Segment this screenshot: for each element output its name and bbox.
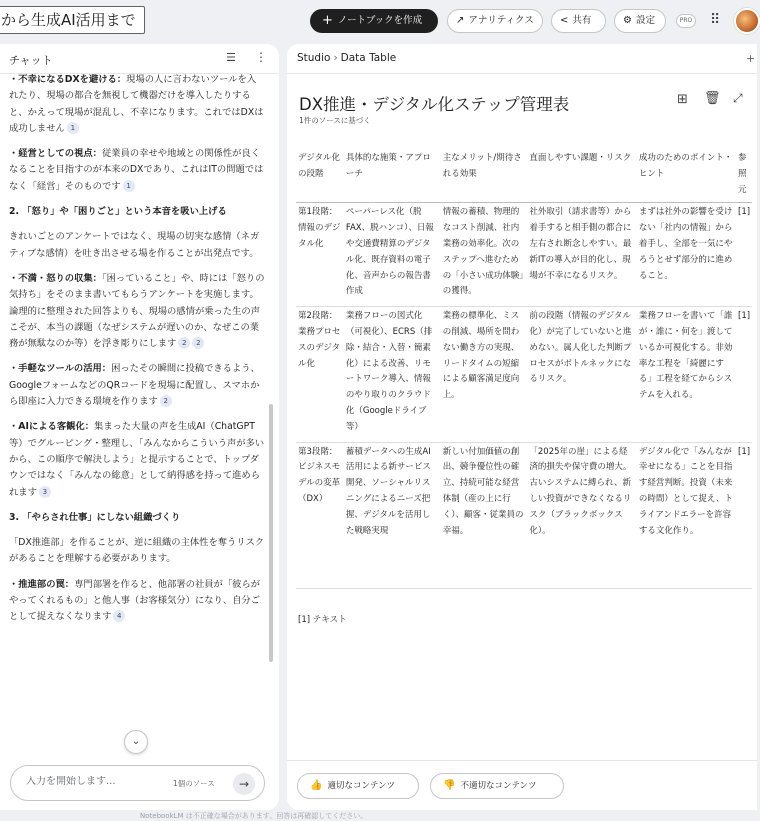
chat-input-box xyxy=(10,765,265,801)
table-cell: 第2段階：業務プロセスのデジタル化 xyxy=(296,307,344,442)
chat-bold-lead: ・手軽なツールの活用： xyxy=(9,363,112,375)
more-vert-icon[interactable]: ⋮ xyxy=(255,50,267,64)
chat-paragraph xyxy=(9,577,265,626)
chat-heading-text: 2. 「怒り」や「困りごと」という本音を吸い上げる xyxy=(9,206,227,218)
column-header: 参照元 xyxy=(736,149,752,203)
table-header-row xyxy=(296,149,752,203)
chat-text: 「困っていること」や、時には「怒りの気持ち」をそのまま書いてもらうアンケートを実施します。論理的に整理された回答よりも、現場の感情が乗った生の声こそが、本当の課題（なぜシステムが遅いのか、なぜこの業務が無駄なのか等）を浮き彫りにします xyxy=(9,272,265,350)
collapse-panel-icon[interactable]: + xyxy=(746,52,756,65)
feedback-bar xyxy=(287,760,757,810)
chat-paragraph xyxy=(9,146,265,195)
table-cell: デジタル化で「みんなが幸せになる」ことを目指す経営判断。投資（未来の時間）として捉え、トライアンドエラーを許容する文化作り。 xyxy=(637,442,736,588)
chat-messages[interactable] xyxy=(9,74,265,790)
send-button[interactable] xyxy=(233,773,255,795)
column-header: デジタル化の段階 xyxy=(296,149,344,203)
breadcrumb-studio[interactable]: Studio xyxy=(297,52,331,64)
notebook-title[interactable]: から生成AI活用まで xyxy=(0,6,145,34)
create-notebook-button[interactable] xyxy=(310,9,438,33)
table-cell: 「2025年の崖」による経済的損失や保守費の増大。古いシステムに縛られ、新しい投資ができなくなるリスク（ブラックボックス化）。 xyxy=(527,442,636,588)
chat-paragraph xyxy=(9,361,265,410)
table-cell: 第1段階：情報のデジタル化 xyxy=(296,203,344,307)
share-label: 共有 xyxy=(572,15,592,26)
table-row xyxy=(296,203,752,307)
table-row xyxy=(296,442,752,588)
settings-button[interactable] xyxy=(614,9,666,33)
chat-text: 「DX推進部」を作ることが、逆に組織の主体性を奪うリスクがあることを理解する必要があります。 xyxy=(9,537,265,565)
table-cell-citation[interactable]: [1] xyxy=(736,307,752,442)
chevron-down-icon: ⌄ xyxy=(131,736,141,747)
chat-paragraph xyxy=(9,229,265,262)
chat-panel xyxy=(0,44,279,810)
chat-text: 集まった大量の声を生成AI（ChatGPT等）でグルーピング・整理し、「みんなからこういう声が多いから、この順序で解決しよう」と提示することで、トップダウンではなく「みんなの総意」として納得感を持って進められます xyxy=(9,421,265,498)
chat-text: 現場の人に言わないツールを入れたり、現場の都合を無視して機器だけを導入したりすると、かえって現場が混乱し、不幸になります。これではDXは成功しません xyxy=(9,74,264,134)
pro-badge: PRO xyxy=(676,14,696,28)
data-table xyxy=(296,149,752,589)
chat-panel-title: チャット xyxy=(9,54,53,67)
trash-icon[interactable]: 🗑 xyxy=(704,91,721,106)
chevron-right-icon: › xyxy=(333,52,338,64)
create-notebook-label: ノートブックを作成 xyxy=(337,15,423,26)
chat-paragraph xyxy=(9,419,265,500)
chat-section-heading xyxy=(9,510,265,526)
column-header: 主なメリット/期待される効果 xyxy=(441,149,528,203)
chat-bold-lead: ・不満・怒りの収集： xyxy=(9,272,102,284)
table-cell-citation[interactable]: [1] xyxy=(736,442,752,588)
share-icon: < xyxy=(560,15,569,26)
citation-chip[interactable]: 3 xyxy=(39,486,51,498)
chat-scrollbar[interactable] xyxy=(269,404,273,662)
citation-chip[interactable]: 2 xyxy=(192,337,204,349)
table-cell: 社外取引（請求書等）から着手すると相手側の都合に左右され断念しやすい。最新ITの導入が目的化し、現場が不幸になるリスク。 xyxy=(527,203,636,307)
studio-panel-header xyxy=(287,44,757,74)
chat-input[interactable] xyxy=(26,776,156,787)
chat-bold-lead: ・不幸になるDXを避ける： xyxy=(9,74,127,85)
top-bar xyxy=(0,0,750,42)
chat-section-heading xyxy=(9,204,265,220)
thumbs-up-button[interactable] xyxy=(297,773,419,799)
chat-message-body xyxy=(9,72,265,626)
table-cell: 第3段階：ビジネスモデルの変革（DX） xyxy=(296,442,344,588)
breadcrumb xyxy=(297,52,396,64)
column-header: 具体的な施策・アプローチ xyxy=(344,149,441,203)
apps-grid-icon[interactable]: ⠿ xyxy=(710,12,721,28)
source-count: 1個のソース xyxy=(173,779,215,788)
column-header: 成功のためのポイント・ヒント xyxy=(637,149,736,203)
table-cell: 業務フローの図式化（可視化）、ECRS（排除・結合・入替・簡素化）による改善、リモートワーク導入、情報のやり取りのクラウド化（Googleドライブ等） xyxy=(344,307,441,442)
table-cell: 蓄積データへの生成AI活用による新サービス開発、ソーシャルリスニングによるニーズ把握、デジタルを活用した戦略実現 xyxy=(344,442,441,588)
chat-paragraph xyxy=(9,535,265,568)
settings-label: 設定 xyxy=(635,15,655,26)
tune-icon[interactable]: ☰ xyxy=(226,51,236,64)
scroll-down-button[interactable] xyxy=(124,730,148,754)
studio-panel xyxy=(287,44,757,810)
thumbs-down-button[interactable] xyxy=(430,773,564,799)
citation-chip[interactable]: 4 xyxy=(113,610,125,622)
breadcrumb-data-table: Data Table xyxy=(340,52,397,64)
avatar[interactable] xyxy=(734,8,760,34)
feedback-bad-label: 不適切なコンテンツ xyxy=(460,781,537,791)
table-cell: 情報の蓄積、物理的なコスト削減、社内業務の効率化。次のステップへ進むための「小さい成功体験」の獲得。 xyxy=(441,203,528,307)
table-cell-citation[interactable]: [1] xyxy=(736,203,752,307)
citation-chip[interactable]: 1 xyxy=(67,122,79,134)
table-cell: まずは社外の影響を受けない「社内の情報」から着手し、全部を一気にやろうとせず部分的に進めること。 xyxy=(637,203,736,307)
chat-text: 従業員の幸せや地域との関係性が良くなることを目指すのが本来のDXであり、これはITの問題ではなく「経営」そのものです xyxy=(9,148,264,192)
thumbs-up-icon: 👍 xyxy=(310,780,323,791)
chat-panel-header xyxy=(0,44,279,74)
data-table-subtitle: 1件のソースに基づく xyxy=(299,116,371,125)
chat-heading-text: 3. 「やらされ仕事」にしない組織づくり xyxy=(9,511,181,523)
column-header: 直面しやすい課題・リスク xyxy=(527,149,636,203)
feedback-good-label: 適切なコンテンツ xyxy=(327,781,396,791)
analytics-label: アナリティクス xyxy=(468,15,534,26)
table-view-icon[interactable]: ⊞ xyxy=(677,92,688,107)
plus-icon: + xyxy=(322,13,333,28)
table-cell: 前の段階（情報のデジタル化）が完了していないと進めない。属人化した判断プロセスがボトルネックになるリスク。 xyxy=(527,307,636,442)
chat-paragraph xyxy=(9,72,265,137)
chat-text: きれいごとのアンケートではなく、現場の切実な感情（ネガティブな感情）を吐き出させる場を作ることが出発点です。 xyxy=(9,231,260,259)
gear-icon: ⚙ xyxy=(623,15,632,26)
table-footnote: [1] テキスト xyxy=(298,615,347,625)
chat-paragraph xyxy=(9,271,265,352)
analytics-button[interactable] xyxy=(447,9,543,33)
citation-chip[interactable]: 1 xyxy=(123,180,135,192)
chat-text: 専門部署を作ると、他部署の社員が「彼らがやってくれるもの」と他人事（お客様気分）になり、自分ごとして捉えなくなります xyxy=(9,578,261,623)
citation-chip[interactable]: 2 xyxy=(160,395,172,407)
table-cell: 業務フローを書いて「誰が・誰に・何を」渡しているか可視化する。非効率な工程を「綺麗にする」工程を経てからシステムを入れる。 xyxy=(637,307,736,442)
share-button[interactable] xyxy=(551,9,606,33)
disclaimer-text: NotebookLM は不正確な場合があります。回答は再確認してください。 xyxy=(140,812,368,820)
table-row xyxy=(296,307,752,442)
citation-chip[interactable]: 2 xyxy=(178,337,190,349)
arrow-right-icon: → xyxy=(238,777,250,791)
chat-bold-lead: ・経営としての視点： xyxy=(9,148,102,160)
expand-icon[interactable]: ⤢ xyxy=(733,91,743,105)
chat-bold-lead: ・AIによる客観化： xyxy=(9,421,95,433)
thumbs-down-icon: 👎 xyxy=(443,780,456,791)
table-cell: ペーパーレス化（脱FAX、脱ハンコ）、日報や交通費精算のデジタル化、既存資料の電子化、音声からの報告書作成 xyxy=(344,203,441,307)
chat-bold-lead: ・推進部の罠： xyxy=(9,578,75,590)
table-cell: 業務の標準化、ミスの削減、場所を問わない働き方の実現、リードタイムの短縮による顧客満足度向上。 xyxy=(441,307,528,442)
chat-text: 困ったその瞬間に投稿できるよう、GoogleフォームなどのQRコードを現場に配置し、スマホから即座に入力できる環境を作ります xyxy=(9,363,260,408)
table-cell: 新しい付加価値の創出、競争優位性の確立、持続可能な経営体制（産の上に行く）、顧客・従業員の幸福。 xyxy=(441,442,528,588)
data-table-title: DX推進・デジタル化ステップ管理表 xyxy=(299,95,570,114)
analytics-icon: ↗ xyxy=(456,15,465,26)
